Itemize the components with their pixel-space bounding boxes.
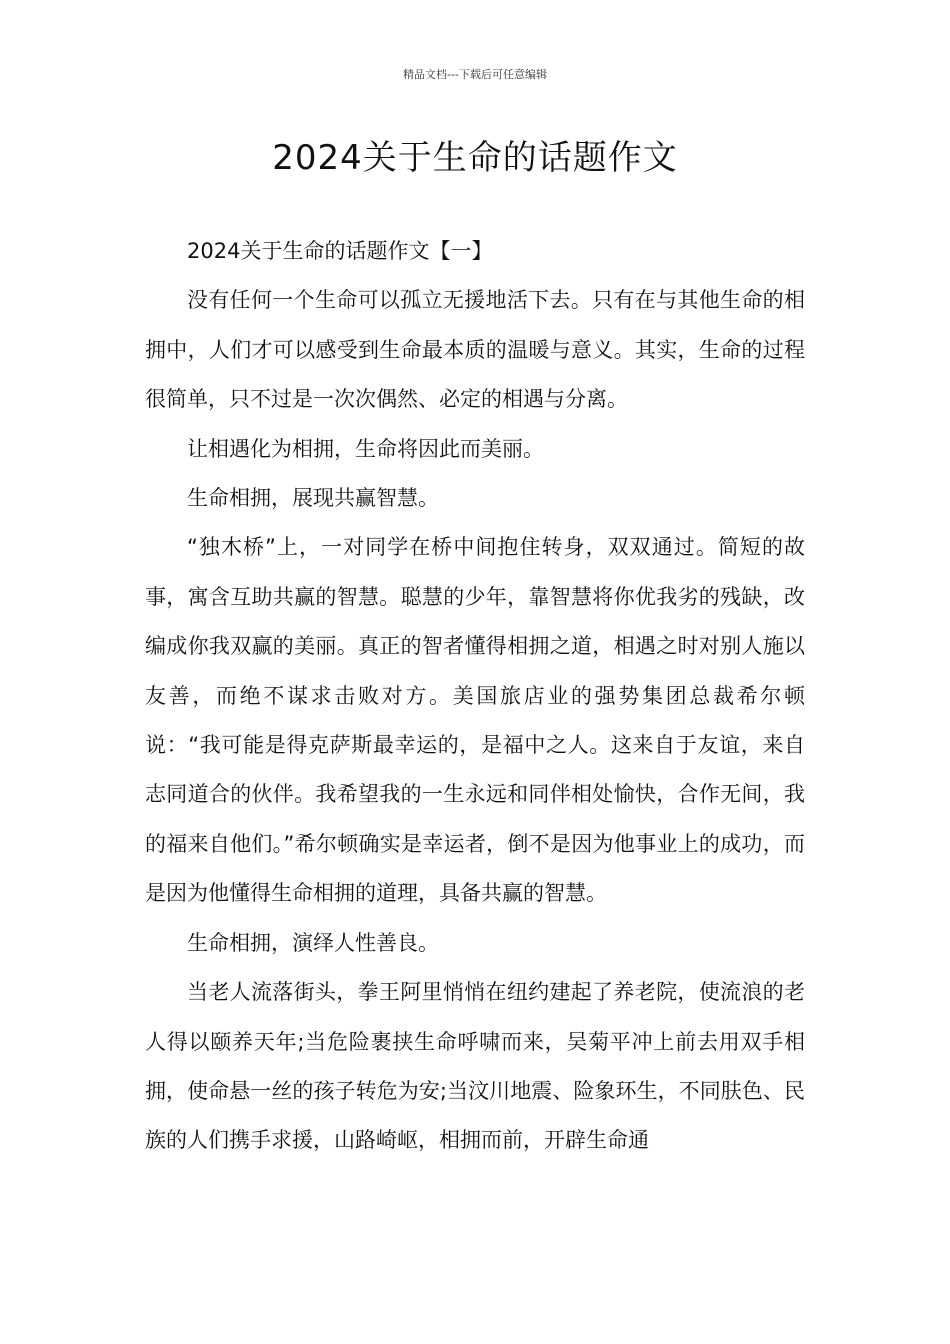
section-heading: 2024关于生命的话题作文【一】 (187, 239, 493, 263)
page-header: 精品文档---下载后可任意编辑 (403, 68, 547, 81)
document-body (145, 227, 805, 1166)
paragraph: 生命相拥，展现共赢智慧。 (187, 486, 439, 511)
paragraph: 没有任何一个生命可以孤立无援地活下去。只有在与其他生命的相拥中，人们才可以感受到生命最本质的温暖与意义。其实，生命的过程很简单，只不过是一次次偶然、必定的相遇与分离。 (145, 288, 805, 412)
document-title: 2024关于生命的话题作文 (272, 138, 678, 178)
paragraph: “独木桥”上，一对同学在桥中间抱住转身，双双通过。简短的故事，寓含互助共赢的智慧。聪慧的少年，靠智慧将你优我劣的残缺，改编成你我双赢的美丽。真正的智者懂得相拥之道，相遇之时对别人施以友善，而绝不谋求击败对方。美国旅店业的强势集团总裁希尔顿说：“我可能是得克萨斯最幸运的，是福中之人。这来自于友谊，来自志同道合的伙伴。我希望我的一生永远和同伴相处愉快，合作无间，我的福来自他们。”希尔顿确实是幸运者，倒不是因为他事业上的成功，而是因为他懂得生命相拥的道理，具备共赢的智慧。 (145, 535, 805, 906)
paragraph: 当老人流落街头，拳王阿里悄悄在纽约建起了养老院，使流浪的老人得以颐养天年;当危险裹挟生命呼啸而来，吴菊平冲上前去用双手相拥，使命悬一丝的孩子转危为安;当汶川地震、险象环生，不同肤色、民族的人们携手求援，山路崎岖，相拥而前，开辟生命通 (145, 980, 805, 1153)
paragraph: 生命相拥，演绎人性善良。 (187, 930, 439, 955)
paragraph: 让相遇化为相拥，生命将因此而美丽。 (187, 436, 544, 461)
